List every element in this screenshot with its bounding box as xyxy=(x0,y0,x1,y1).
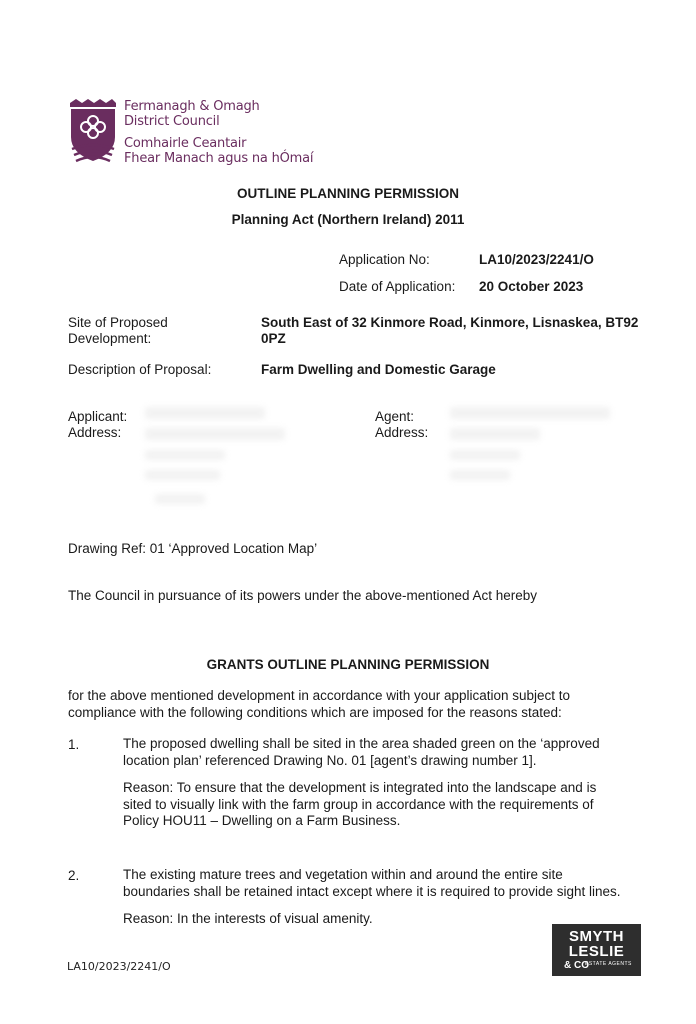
applicant-block xyxy=(68,409,127,441)
condition-1-number: 1. xyxy=(68,737,80,752)
redacted-agent-address xyxy=(450,470,510,480)
redacted-applicant xyxy=(145,407,265,419)
condition-1-text xyxy=(123,736,600,769)
grants-heading: GRANTS OUTLINE PLANNING PERMISSION xyxy=(206,657,490,672)
site-label-line1: Site of Proposed xyxy=(68,315,168,330)
site-label-line2: Development: xyxy=(68,331,152,346)
watermark-line4: ESTATE AGENTS xyxy=(585,961,632,967)
agent-address-label: Address: xyxy=(375,425,429,440)
proposal-value: Farm Dwelling and Domestic Garage xyxy=(261,362,496,377)
condition-2-number: 2. xyxy=(68,868,80,883)
redacted-applicant-address xyxy=(145,470,220,480)
council-irish-line1: Comhairle Ceantair xyxy=(124,136,247,151)
applicant-address-label: Address: xyxy=(68,425,122,440)
council-name-line2: District Council xyxy=(124,114,220,129)
condition-1-reason-line2: sited to visually link with the farm group in accordance with the requirements of xyxy=(123,796,594,812)
estate-agent-watermark xyxy=(552,924,641,976)
document-subtitle: Planning Act (Northern Ireland) 2011 xyxy=(231,212,465,227)
intro-paragraph xyxy=(68,688,570,721)
council-logo xyxy=(68,97,328,173)
council-statement: The Council in pursuance of its powers under the above-mentioned Act hereby xyxy=(68,588,538,603)
agent-label: Agent: xyxy=(375,409,415,424)
council-name-line1: Fermanagh & Omagh xyxy=(124,99,260,114)
redacted-applicant-address xyxy=(145,450,225,460)
intro-line2: compliance with the following conditions which are imposed for the reasons stated: xyxy=(68,704,562,720)
site-value xyxy=(261,315,638,347)
intro-line1: for the above mentioned development in accordance with your application subject to xyxy=(68,688,571,703)
watermark-line3: & CO xyxy=(564,960,589,971)
application-no-label: Application No: xyxy=(339,252,430,267)
application-no-value: LA10/2023/2241/O xyxy=(479,252,594,267)
site-label xyxy=(68,315,168,347)
condition-1-line1: The proposed dwelling shall be sited in the area shaded green on the ‘approved xyxy=(123,736,600,751)
condition-1-reason xyxy=(123,780,596,830)
council-irish-line2: Fhear Manach agus na hÓmaí xyxy=(124,151,314,166)
watermark-line1: SMYTH xyxy=(569,928,624,945)
site-value-line2: 0PZ xyxy=(261,331,286,346)
condition-1-reason-line3: Policy HOU11 – Dwelling on a Farm Business. xyxy=(123,813,401,828)
redacted-agent-address xyxy=(450,428,540,440)
redacted-applicant-address xyxy=(145,428,285,440)
condition-2-text xyxy=(123,867,621,900)
redacted-agent xyxy=(450,407,610,419)
drawing-ref: Drawing Ref: 01 ‘Approved Location Map’ xyxy=(68,541,318,556)
redacted-applicant-address xyxy=(155,494,205,504)
footer-reference: LA10/2023/2241/O xyxy=(67,960,171,973)
site-value-line1: South East of 32 Kinmore Road, Kinmore, Lisnaskea, BT92 xyxy=(261,315,639,330)
condition-1-reason-line1: Reason: To ensure that the development is integrated into the landscape and is xyxy=(123,780,597,795)
applicant-label: Applicant: xyxy=(68,409,128,424)
application-date-value: 20 October 2023 xyxy=(479,279,584,294)
proposal-label: Description of Proposal: xyxy=(68,362,212,377)
council-crest-icon xyxy=(68,97,118,169)
condition-2-reason: Reason: In the interests of visual amenity. xyxy=(123,911,373,926)
condition-1-line2: location plan’ referenced Drawing No. 01 [agent’s drawing number 1]. xyxy=(123,752,537,768)
application-date-label: Date of Application: xyxy=(339,279,456,294)
watermark-line2: LESLIE xyxy=(568,943,625,960)
redacted-agent-address xyxy=(450,450,520,460)
condition-2-line1: The existing mature trees and vegetation within and around the entire site xyxy=(123,867,563,882)
condition-2-line2: boundaries shall be retained intact except where it is required to provide sight lines. xyxy=(123,883,621,899)
document-title: OUTLINE PLANNING PERMISSION xyxy=(236,186,459,201)
agent-block xyxy=(375,409,428,441)
